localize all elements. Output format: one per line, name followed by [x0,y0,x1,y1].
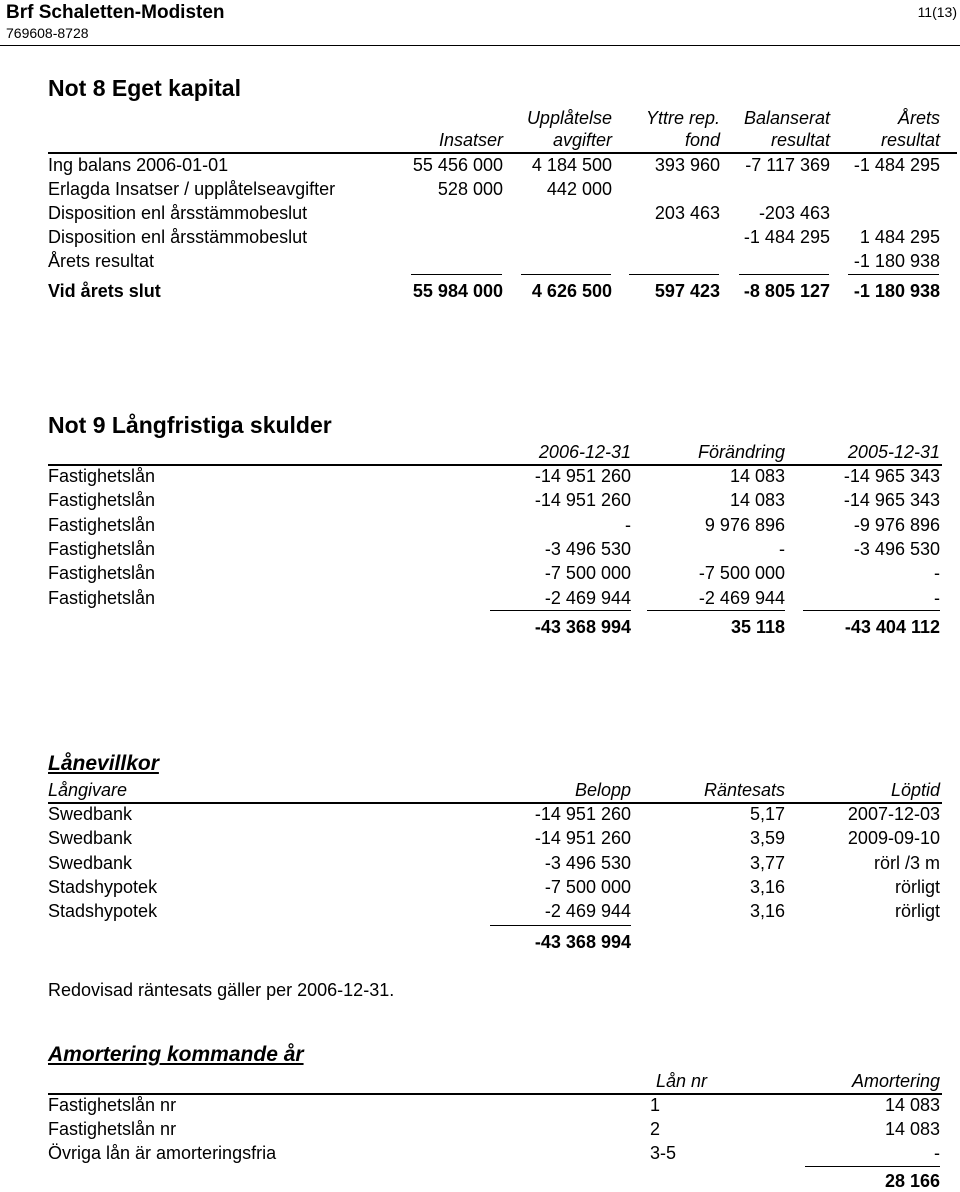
note8-sum-rule [629,274,719,275]
note9-cell: -14 951 260 [534,490,631,510]
note9-cell: -2 469 944 [544,588,631,608]
note9-header-change: Förändring [697,442,785,462]
amort-header-amount: Amortering [851,1071,940,1091]
loan-row-lender: Stadshypotek [48,877,158,897]
note9-cell: -14 965 343 [843,490,940,510]
note8-cell: 442 000 [546,179,612,199]
note8-total-cell: -1 180 938 [853,281,940,301]
note8-row-label: Disposition enl årsstämmobeslut [48,227,308,247]
note9-cell: - [779,539,785,559]
note9-row-label: Fastighetslån [48,490,156,510]
note9-cell: 9 976 896 [704,515,785,535]
note8-row-label: Årets resultat [48,251,155,271]
loan-row-term: rörligt [894,901,940,921]
note8-header-balanserat-2: resultat [770,130,830,150]
note8-title: Not 8 Eget kapital [48,75,241,101]
note8-cell: 4 184 500 [531,155,612,175]
loan-rate-note: Redovisad räntesats gäller per 2006-12-31. [48,980,395,1000]
loan-row-amount: -14 951 260 [534,828,631,848]
note9-cell: - [934,588,940,608]
note9-row-label: Fastighetslån [48,588,156,608]
loan-row-lender: Swedbank [48,828,133,848]
loan-sum-rule [490,925,631,926]
note8-header-arets-1: Årets [897,108,940,128]
amort-row-amount: 14 083 [884,1119,940,1139]
note9-row-label: Fastighetslån [48,515,156,535]
note9-header-2005: 2005-12-31 [847,442,940,462]
note8-header-insatser-2: Insatser [438,130,503,150]
note9-cell: -7 500 000 [544,563,631,583]
amort-total: 28 166 [884,1171,940,1191]
loan-row-term: 2007-12-03 [847,804,940,824]
loan-row-amount: -14 951 260 [534,804,631,824]
note9-header-2006: 2006-12-31 [538,442,631,462]
note9-total-cell: -43 404 112 [844,617,940,637]
note8-total-label: Vid årets slut [48,281,161,301]
note8-cell: -1 484 295 [743,227,830,247]
note9-cell: -3 496 530 [544,539,631,559]
note8-header-yttre-2: fond [684,130,720,150]
note9-cell: -3 496 530 [853,539,940,559]
amort-header-loan-no: Lån nr [655,1071,707,1091]
note9-cell: -14 965 343 [843,466,940,486]
note9-sum-rule [803,610,940,611]
note8-cell: -1 180 938 [853,251,940,271]
loan-row-rate: 5,17 [749,804,785,824]
loan-row-term: rörl /3 m [873,853,940,873]
note8-sum-rule [848,274,939,275]
header-divider [0,45,960,46]
org-number: 769608-8728 [6,25,89,41]
amort-row-amount: - [934,1143,940,1163]
note9-cell: - [934,563,940,583]
note9-cell: 14 083 [729,490,785,510]
note8-cell: -203 463 [758,203,830,223]
note9-cell: - [625,515,631,535]
note9-total-cell: 35 118 [730,617,785,637]
note9-row-label: Fastighetslån [48,466,156,486]
note9-cell: -14 951 260 [534,466,631,486]
amort-header-rule [48,1093,942,1095]
note9-cell: -2 469 944 [698,588,785,608]
note9-total-cell: -43 368 994 [534,617,631,637]
note9-cell: -7 500 000 [698,563,785,583]
note9-cell: 14 083 [729,466,785,486]
note8-sum-rule [521,274,611,275]
note9-row-label: Fastighetslån [48,539,156,559]
loan-row-amount: -2 469 944 [544,901,631,921]
note8-header-arets-2: resultat [880,130,940,150]
note8-cell: -7 117 369 [745,155,830,175]
amortization-title: Amortering kommande år [48,1043,304,1066]
note8-header-yttre-1: Yttre rep. [645,108,720,128]
amort-row-loan-no: 3-5 [650,1143,677,1163]
loan-header-rule [48,802,942,804]
note8-header-upplatelse-1: Upplåtelse [526,108,612,128]
note8-row-label: Erlagda Insatser / upplåtelseavgifter [48,179,336,199]
loan-row-rate: 3,16 [749,901,785,921]
loan-row-rate: 3,16 [749,877,785,897]
loan-row-amount: -7 500 000 [544,877,631,897]
loan-row-term: rörligt [894,877,940,897]
note8-cell: 203 463 [654,203,720,223]
loan-row-rate: 3,77 [749,853,785,873]
amort-row-label: Fastighetslån nr [48,1119,177,1139]
note9-sum-rule [490,610,631,611]
loan-header-rate: Räntesats [703,780,785,800]
note8-cell: -1 484 295 [853,155,940,175]
loan-row-amount: -3 496 530 [544,853,631,873]
note8-row-label: Disposition enl årsstämmobeslut [48,203,308,223]
loan-header-term: Löptid [890,780,940,800]
note9-header-rule [48,464,942,466]
amort-row-amount: 14 083 [884,1095,940,1115]
note8-cell: 1 484 295 [859,227,940,247]
note9-row-label: Fastighetslån [48,563,156,583]
note8-header-balanserat-1: Balanserat [743,108,830,128]
amort-row-loan-no: 2 [650,1119,661,1139]
loan-row-lender: Stadshypotek [48,901,158,921]
note8-row-label: Ing balans 2006-01-01 [48,155,229,175]
org-name: Brf Schaletten-Modisten [6,2,225,23]
note8-total-cell: 597 423 [654,281,720,301]
note8-total-cell: 4 626 500 [531,281,612,301]
note8-total-cell: -8 805 127 [743,281,830,301]
amort-row-loan-no: 1 [650,1095,661,1115]
note8-total-cell: 55 984 000 [412,281,503,301]
note8-sum-rule [411,274,502,275]
note8-cell: 393 960 [654,155,720,175]
note8-header-upplatelse-2: avgifter [552,130,612,150]
amort-row-label: Övriga lån är amorteringsfria [48,1143,277,1163]
page-number: 11(13) [917,4,957,20]
loan-header-lender: Långivare [48,780,128,800]
note8-sum-rule [739,274,829,275]
loan-total: -43 368 994 [534,932,631,952]
loan-header-amount: Belopp [574,780,631,800]
note9-cell: -9 976 896 [853,515,940,535]
loan-terms-title: Lånevillkor [48,752,159,775]
loan-row-lender: Swedbank [48,853,133,873]
note9-sum-rule [647,610,785,611]
loan-row-rate: 3,59 [749,828,785,848]
loan-row-lender: Swedbank [48,804,133,824]
amort-sum-rule [805,1166,940,1167]
note9-title: Not 9 Långfristiga skulder [48,412,332,438]
amort-row-label: Fastighetslån nr [48,1095,177,1115]
note8-cell: 55 456 000 [412,155,503,175]
note8-cell: 528 000 [437,179,503,199]
loan-row-term: 2009-09-10 [847,828,940,848]
